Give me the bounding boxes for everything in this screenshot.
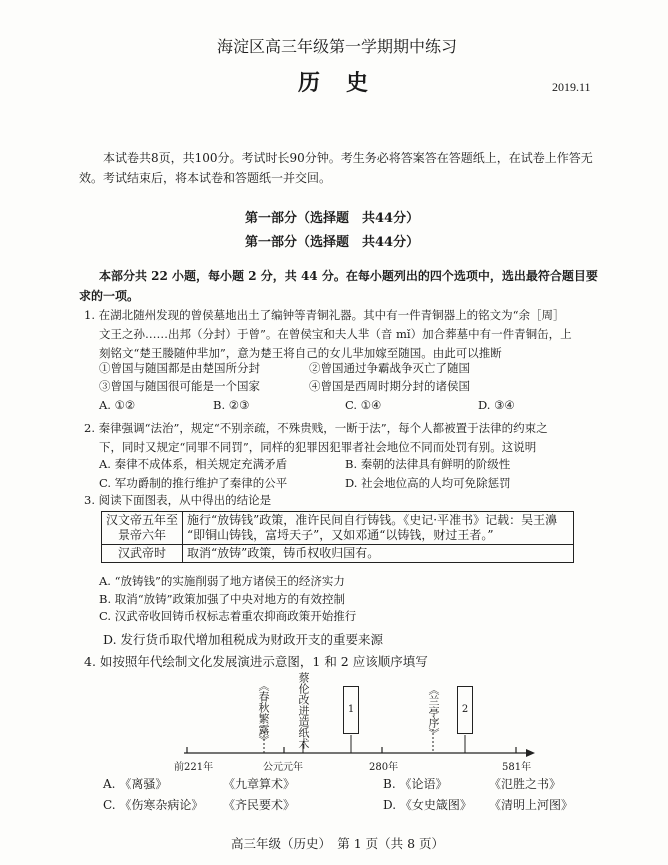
exam-title: 海淀区高三年级第一学期期中练习 xyxy=(217,37,458,56)
option-letter: A. xyxy=(103,777,116,791)
option-first: 《论语》 xyxy=(399,777,448,791)
question-1-statement: ②曾国通过争霸战争灭亡了随国 xyxy=(309,361,470,375)
part-title: 第一部分（选择题 共44分） xyxy=(245,235,420,250)
option-first: 《伤寒杂病论》 xyxy=(119,798,204,812)
question-3-stem: 3. 阅读下面图表，从中得出的结论是 xyxy=(84,493,272,507)
question-1-statement: ④曾国是西周时期分封的诸侯国 xyxy=(309,379,470,393)
option-letter: D. xyxy=(383,798,397,812)
instruction-line: 效。考试结束后，将本试卷和答题纸一并交回。 xyxy=(79,171,332,185)
question-2-option-b[interactable]: B. 秦朝的法律具有鲜明的阶级性 xyxy=(345,457,511,471)
period-line: 景帝六年 xyxy=(117,528,166,542)
timeline-label: 280年 xyxy=(369,762,399,773)
text-line: “即铜山铸钱，富埒天子”，又如邓通“以铸钱，财过王者。” xyxy=(187,528,494,542)
question-4-option-a[interactable] xyxy=(103,775,167,792)
text-line: 施行“放铸钱”政策，准许民间自行铸钱。《史记·平准书》记载：吴王濞 xyxy=(187,513,558,527)
question-4-option-b[interactable] xyxy=(383,775,447,792)
question-3-option-a[interactable]: A. “放铸钱”的实施削弱了地方诸侯王的经济实力 xyxy=(99,574,345,588)
timeline-label: 前221年 xyxy=(174,762,214,773)
question-1-line: 1. 在湖北随州发现的曾侯墓地出土了编钟等青铜礼器。其中有一件青铜器上的铭文为“余［周］ xyxy=(84,308,565,322)
timeline-item-lantingxu: 《兰亭序》 xyxy=(427,684,440,739)
question-4-option-d[interactable] xyxy=(383,796,472,813)
question-4-option-c-second: 《齐民要术》 xyxy=(223,798,296,812)
timeline-label: 581年 xyxy=(502,762,532,773)
option-first: 《女史箴图》 xyxy=(399,798,472,812)
part-title: 第一部分（选择题 共44分） xyxy=(245,211,420,226)
timeline-item-chunqiu: 《春秋繁露》 xyxy=(257,680,270,746)
question-1-line: 刻铭文“楚王媵随仲芈加”，意为楚王将自己的女儿芈加嫁至随国。由此可以推断 xyxy=(99,346,502,360)
question-2-option-d[interactable]: D. 社会地位高的人均可免除惩罚 xyxy=(345,476,511,490)
option-letter: B. xyxy=(383,777,396,791)
question-1-line: 文王之孙……出邦（分封）于曾”。在曾侯宝和夫人芈（音 mǐ）加合葬墓中有一件青铜缶，上 xyxy=(99,327,572,341)
question-3-option-b[interactable]: B. 取消“放铸”政策加强了中央对地方的有效控制 xyxy=(99,592,346,606)
part-intro: 求的一项。 xyxy=(79,289,140,303)
period-line: 汉文帝五年至 xyxy=(106,513,179,527)
part-intro: 本部分共 22 小题，每小题 2 分，共 44 分。在每小题列出的四个选项中，选出最符合题目要 xyxy=(99,269,598,283)
timeline-item-cailun: 蔡伦改进造纸术 xyxy=(297,672,310,749)
question-1-option-b[interactable]: B. ②③ xyxy=(213,398,250,412)
question-2-line: 2. 秦律强调“法治”，规定“不别亲疏，不殊贵贱，一断于法”，每个人都被置于法律的约束之 xyxy=(84,421,548,435)
question-1-option-c[interactable]: C. ①④ xyxy=(345,398,382,412)
question-2-option-a[interactable]: A. 秦律不成体系，相关规定充满矛盾 xyxy=(99,457,288,471)
question-1-option-a[interactable]: A. ①② xyxy=(99,398,136,412)
question-1-option-d[interactable]: D. ③④ xyxy=(478,398,515,412)
question-3-option-c[interactable]: C. 汉武帝收回铸币权标志着重农抑商政策开始推行 xyxy=(99,609,357,623)
instruction-line: 本试卷共8页，共100分。考试时长90分钟。考生务必将答案答在答题纸上，在试卷上作答无 xyxy=(103,151,593,165)
exam-date: 2019.11 xyxy=(552,80,591,94)
timeline-box-1: 1 xyxy=(343,686,359,734)
question-2-option-c[interactable]: C. 军功爵制的推行维护了秦律的公平 xyxy=(99,476,288,490)
timeline-box-2: 2 xyxy=(457,686,473,734)
text-line: 取消“放铸”政策，铸币权收归国有。 xyxy=(187,546,380,560)
page-footer: 高三年级（历史） 第 1 页（共 8 页） xyxy=(231,836,445,851)
question-4-stem: 4. 如按照年代绘制文化发展演进示意图，1 和 2 应该顺序填写 xyxy=(84,654,428,669)
question-4-option-b-second: 《氾胜之书》 xyxy=(489,777,562,791)
option-first: 《离骚》 xyxy=(119,777,168,791)
question-2-line: 下，同时又规定“同罪不同罚”，同样的犯罪因犯罪者社会地位不同而处罚有别。这说明 xyxy=(99,440,537,454)
period-line: 汉武帝时 xyxy=(117,546,166,560)
timeline-label: 公元元年 xyxy=(263,762,303,773)
question-1-statement: ③曾国与随国很可能是一个国家 xyxy=(99,379,260,393)
option-letter: C. xyxy=(103,798,116,812)
question-4-option-d-second: 《清明上河图》 xyxy=(489,798,574,812)
question-1-statement: ①曾国与随国都是由楚国所分封 xyxy=(99,361,260,375)
question-4-option-c[interactable] xyxy=(103,796,203,813)
timeline-arrow xyxy=(526,749,535,757)
question-4-option-a-second: 《九章算术》 xyxy=(223,777,296,791)
subject-title: 历史 xyxy=(298,70,395,96)
question-3-option-d[interactable]: D. 发行货币取代增加租税成为财政开支的重要来源 xyxy=(103,632,384,647)
